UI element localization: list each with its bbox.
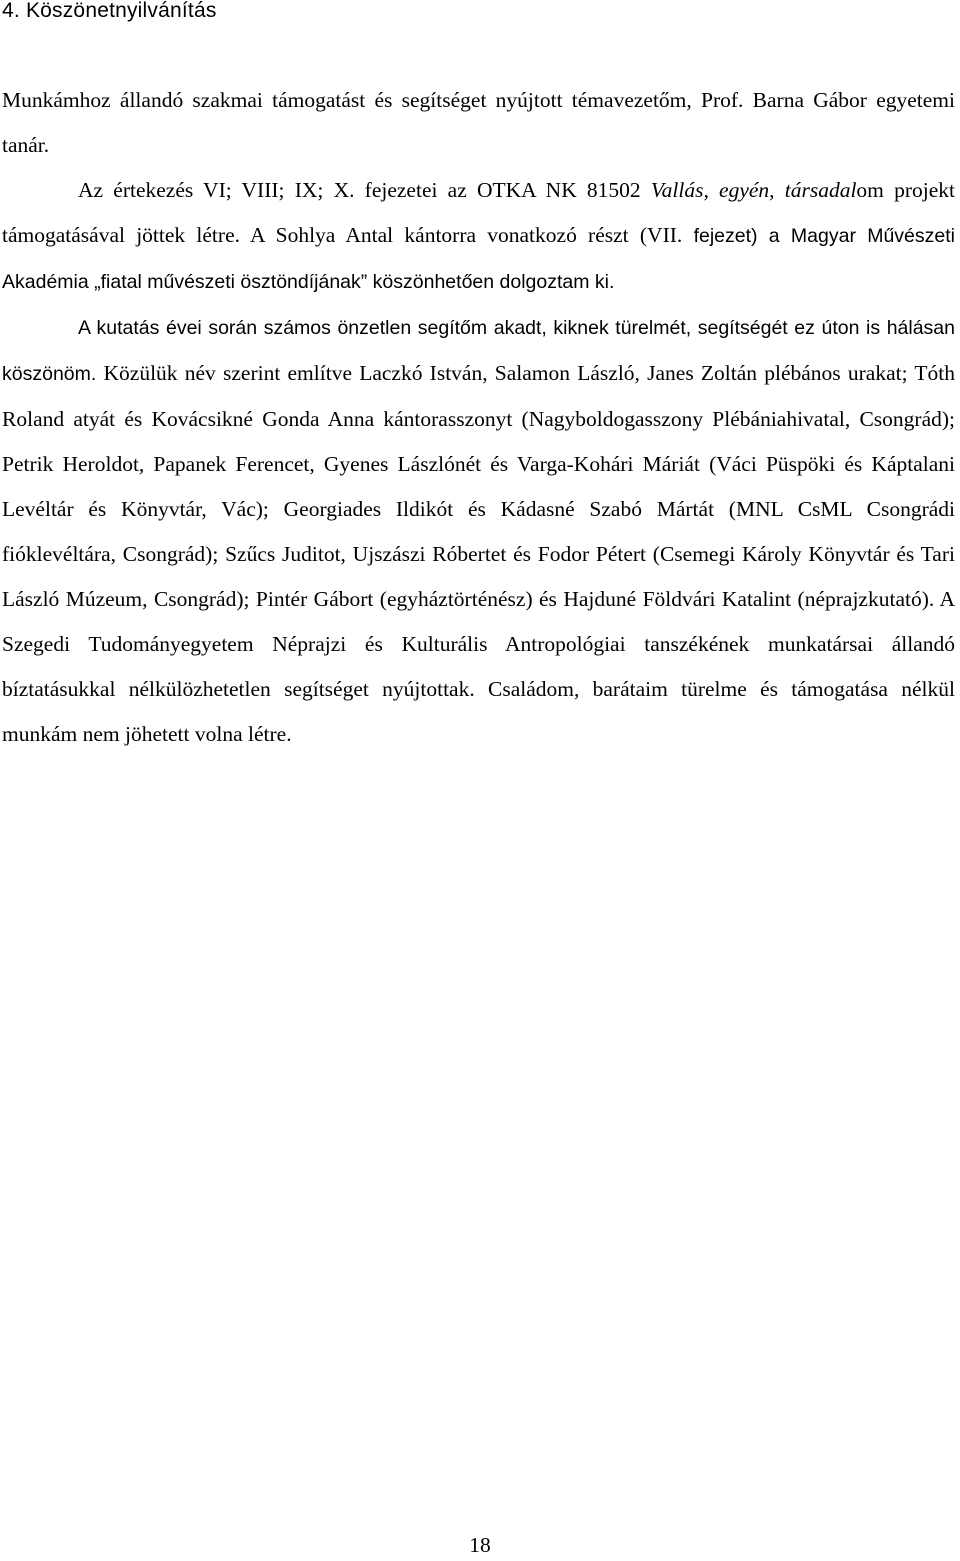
page-number: 18 [469, 1533, 491, 1557]
paragraph-supervisor: Munkámhoz állandó szakmai támogatást és segítséget nyújtott témavezetőm, Prof. Barna Gábor egyetemi tanár. [2, 88, 955, 157]
funding-text-middle: om projekt támogatásával jöttek létre. A Sohlya Antal kántorra vonatkozó részt (VII. [2, 178, 955, 247]
paragraph-funding [2, 168, 955, 305]
funding-text-start: Az értekezés VI; VIII; IX; X. fejezetei az OTKA NK 81502 [78, 178, 651, 202]
funding-text-end: fejezet) a Magyar Művészeti Akadémia „fiatal művészeti ösztöndíjának” köszönhetően dolgoztam ki. [2, 225, 956, 293]
section-heading: 4. Köszönetnyilvánítás [2, 0, 217, 22]
paragraph-thanks [2, 305, 955, 757]
thanks-intro: A kutatás évei során számos önzetlen segítőm akadt, kiknek türelmét, segítségét ez úton is hálásan köszönöm. [2, 317, 955, 385]
project-title: Vallás, egyén, társadal [650, 178, 857, 202]
thanks-names: Közülük név szerint említve Laczkó István, Salamon László, Janes Zoltán plébános urakat; Tóth Roland atyát és Kovácsikné Gonda Anna kántorasszonyt (Nagyboldogasszony Plébániahivatal, Csongrád); Petrik Heroldot, Papanek Ferencet, Gyenes Lászlónét és Varga-Kohári Máriát (Váci Püspöki és Káptalani Levéltár és Könyvtár, Vác); Georgiades Ildikót és Kádasné Szabó Mártát (MNL CsML Csongrádi fióklevéltára, Csongrád); Szűcs Juditot, Ujszászi Róbertet és Fodor Pétert (Csemegi Károly Könyvtár és Tari László Múzeum, Csongrád); Pintér Gábort (egyháztörténész) és Hajduné Földvári Katalint (néprajzkutató). A Szegedi Tudományegyetem Néprajzi és Kulturális Antropológiai tanszékének munkatársai állandó bíztatásukkal nélkülözhetetlen segítséget nyújtottak. Családom, barátaim türelme és támogatása nélkül munkám nem jöhetett volna létre. [2, 361, 955, 746]
acknowledgements-body [2, 78, 955, 757]
